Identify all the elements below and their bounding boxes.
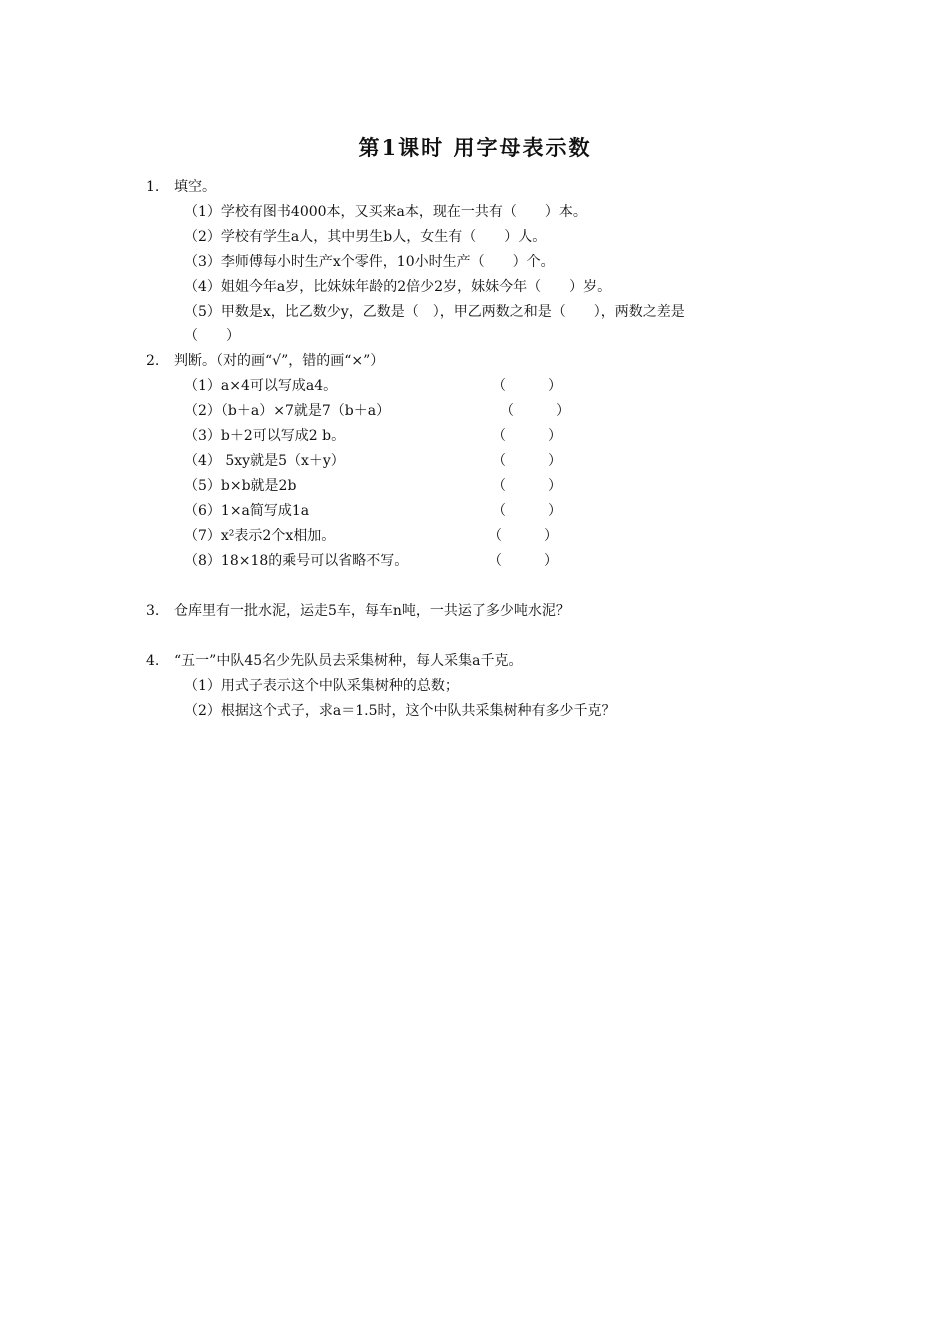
question-1-item-2: （2）学校有学生a人，其中男生b人，女生有（ ）人。 bbox=[184, 229, 547, 245]
judgment-item-7: （7）x²表示2个x相加。 bbox=[184, 528, 336, 544]
judgment-item-5: （5）b×b就是2b bbox=[184, 478, 297, 494]
question-3-number: 3. bbox=[146, 603, 160, 619]
judgment-item-3: （3）b＋2可以写成2 b。 bbox=[184, 428, 346, 444]
judgment-answer-blank-2: （ ） bbox=[500, 403, 570, 419]
question-3-text: 仓库里有一批水泥，运走5车，每车n吨，一共运了多少吨水泥？ bbox=[174, 603, 570, 619]
question-4-number: 4. bbox=[146, 653, 160, 669]
question-4-item-2: （2）根据这个式子，求a＝1.5时，这个中队共采集树种有多少千克？ bbox=[184, 703, 616, 719]
question-1-text: 填空。 bbox=[174, 179, 216, 195]
question-4-text: “五一”中队45名少先队员去采集树种，每人采集a千克。 bbox=[174, 653, 523, 669]
question-2-number: 2. bbox=[146, 353, 160, 369]
judgment-answer-blank-6: （ ） bbox=[492, 503, 562, 519]
page-title: 第1课时 用字母表示数 bbox=[358, 135, 592, 160]
question-1-item-5-continued: （ ） bbox=[184, 328, 240, 344]
question-2-text: 判断。（对的画“√”，错的画“×”） bbox=[174, 353, 385, 369]
question-4-item-1: （1）用式子表示这个中队采集树种的总数； bbox=[184, 678, 459, 694]
question-1-item-3: （3）李师傅每小时生产x个零件，10小时生产（ ）个。 bbox=[184, 254, 555, 270]
judgment-answer-blank-7: （ ） bbox=[488, 528, 558, 544]
judgment-answer-blank-8: （ ） bbox=[488, 553, 558, 569]
question-1-number: 1. bbox=[146, 179, 160, 195]
question-1-item-1: （1）学校有图书4000本，又买来a本，现在一共有（ ）本。 bbox=[184, 204, 587, 220]
judgment-answer-blank-1: （ ） bbox=[492, 378, 562, 394]
question-1-item-5: （5）甲数是x，比乙数少y，乙数是（ ），甲乙两数之和是（ ），两数之差是 bbox=[184, 304, 685, 320]
judgment-answer-blank-4: （ ） bbox=[492, 453, 562, 469]
judgment-answer-blank-5: （ ） bbox=[492, 478, 562, 494]
judgment-item-6: （6）1×a简写成1a bbox=[184, 503, 310, 519]
judgment-answer-blank-3: （ ） bbox=[492, 428, 562, 444]
judgment-item-2: （2）（b＋a）×7就是7（b＋a） bbox=[184, 403, 391, 419]
judgment-item-4: （4） 5xy就是5（x＋y） bbox=[184, 453, 345, 469]
judgment-item-8: （8）18×18的乘号可以省略不写。 bbox=[184, 553, 409, 569]
question-1-item-4: （4）姐姐今年a岁，比妹妹年龄的2倍少2岁，妹妹今年（ ）岁。 bbox=[184, 279, 612, 295]
judgment-item-1: （1）a×4可以写成a4。 bbox=[184, 378, 338, 394]
